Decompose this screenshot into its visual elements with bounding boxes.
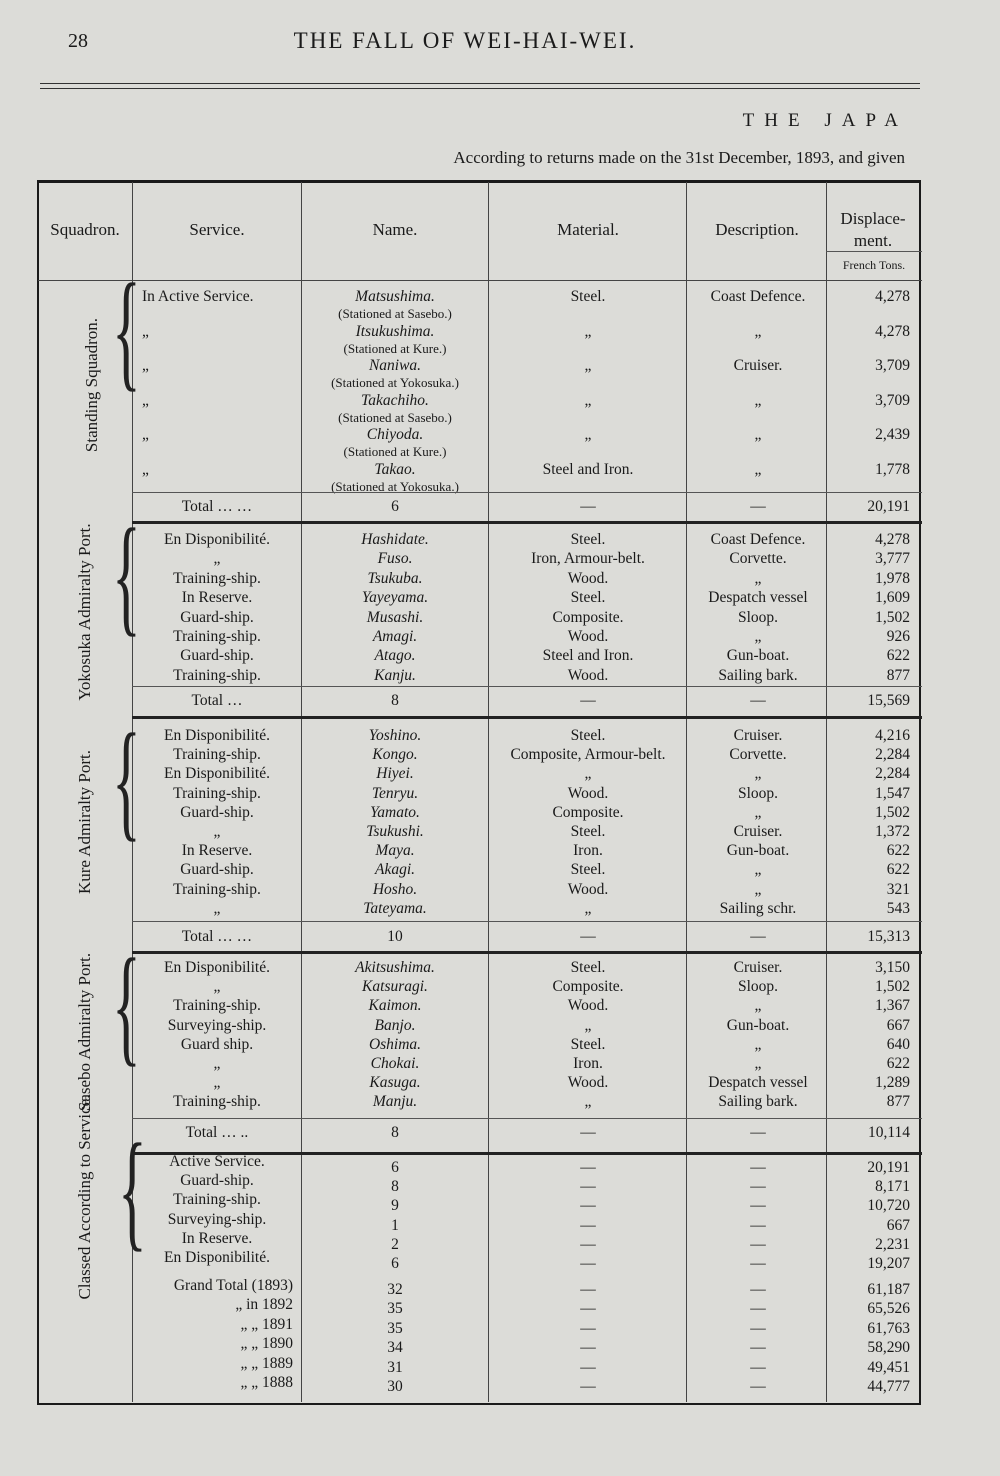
description-cell: Sloop. bbox=[737, 785, 779, 802]
total-count-cell: 8 bbox=[391, 1124, 399, 1141]
service-cell: Training-ship. bbox=[173, 785, 261, 802]
row-rule bbox=[132, 492, 922, 493]
total-material-cell: — bbox=[580, 928, 596, 945]
displacement-cell: 622 bbox=[886, 647, 910, 664]
ship-name-cell: Maya. bbox=[375, 842, 415, 859]
displacement-cell: 20,191 bbox=[867, 1159, 910, 1176]
material-cell: — bbox=[580, 1159, 596, 1176]
displacement-cell: 1,502 bbox=[875, 978, 910, 995]
description-cell: Sloop. bbox=[737, 609, 779, 626]
brace-icon: { bbox=[118, 1117, 147, 1263]
service-cell: In Reserve. bbox=[181, 1230, 253, 1247]
description-cell: — bbox=[750, 1236, 766, 1253]
material-cell: Iron, Armour-belt. bbox=[531, 550, 645, 567]
ship-name-cell: Hashidate. bbox=[361, 531, 429, 548]
description-cell: — bbox=[750, 1217, 766, 1234]
description-cell: Cruiser. bbox=[733, 727, 783, 744]
displacement-cell: 667 bbox=[886, 1217, 910, 1234]
count-cell: 34 bbox=[387, 1339, 403, 1356]
description-cell: — bbox=[750, 1159, 766, 1176]
service-cell: Guard-ship. bbox=[180, 647, 254, 664]
service-cell: Training-ship. bbox=[173, 1191, 261, 1208]
description-cell: — bbox=[750, 1339, 766, 1356]
description-cell: Gun-boat. bbox=[726, 842, 790, 859]
ship-name-cell: Atago. bbox=[374, 647, 416, 664]
service-cell: „ bbox=[213, 1074, 221, 1091]
ship-name-cell: Naniwa. bbox=[368, 357, 422, 374]
material-cell: Wood. bbox=[567, 881, 609, 898]
station-cell: (Stationed at Yokosuka.) bbox=[331, 375, 459, 390]
displacement-cell: 8,171 bbox=[875, 1178, 910, 1195]
ship-name-cell: Yamato. bbox=[370, 804, 420, 821]
ship-name-cell: Kongo. bbox=[372, 746, 418, 763]
material-cell: „ bbox=[584, 392, 592, 409]
total-description-cell: — bbox=[750, 498, 766, 515]
description-cell: Cruiser. bbox=[733, 823, 783, 840]
material-cell: „ bbox=[584, 1093, 592, 1110]
material-cell: Steel. bbox=[570, 589, 606, 606]
total-material-cell: — bbox=[580, 692, 596, 709]
material-cell: — bbox=[580, 1359, 596, 1376]
ship-name-cell: Tenryu. bbox=[371, 785, 419, 802]
displacement-cell: 3,150 bbox=[875, 959, 910, 976]
material-cell: — bbox=[580, 1378, 596, 1395]
service-cell: „ bbox=[142, 357, 149, 374]
description-cell: — bbox=[750, 1197, 766, 1214]
description-cell: Despatch vessel bbox=[708, 1074, 808, 1091]
displacement-cell: 4,278 bbox=[875, 323, 910, 340]
description-cell: „ bbox=[754, 804, 762, 821]
displacement-cell: 1,978 bbox=[875, 570, 910, 587]
total-displacement-cell: 15,313 bbox=[867, 928, 910, 945]
service-cell: Training-ship. bbox=[173, 746, 261, 763]
displacement-cell: 4,278 bbox=[875, 531, 910, 548]
displacement-cell: 1,289 bbox=[875, 1074, 910, 1091]
displacement-cell: 1,778 bbox=[875, 461, 910, 478]
displacement-cell: 4,216 bbox=[875, 727, 910, 744]
description-cell: „ bbox=[754, 1055, 762, 1072]
total-label-cell: Total … … bbox=[181, 928, 253, 945]
service-cell: „ „ 1891 bbox=[240, 1316, 293, 1333]
service-cell: Training-ship. bbox=[173, 667, 261, 684]
total-description-cell: — bbox=[750, 1124, 766, 1141]
count-cell: 1 bbox=[391, 1217, 399, 1234]
displacement-cell: 321 bbox=[886, 881, 910, 898]
material-cell: Wood. bbox=[567, 1074, 609, 1091]
description-cell: Sailing bark. bbox=[718, 667, 798, 684]
description-cell: Despatch vessel bbox=[708, 589, 808, 606]
description-cell: „ bbox=[754, 997, 762, 1014]
displacement-cell: 3,777 bbox=[875, 550, 910, 567]
material-cell: Steel. bbox=[570, 1036, 606, 1053]
intro-line: According to returns made on the 31st December, 1893, and given bbox=[453, 148, 905, 167]
description-cell: — bbox=[750, 1255, 766, 1272]
total-count-cell: 10 bbox=[387, 928, 403, 945]
station-cell: (Stationed at Yokosuka.) bbox=[331, 479, 459, 494]
row-rule bbox=[132, 951, 922, 954]
service-cell: Guard-ship. bbox=[180, 1172, 254, 1189]
service-cell: Training-ship. bbox=[173, 881, 261, 898]
squadron-label-classed: Classed According to Service. bbox=[75, 1094, 94, 1300]
ship-name-cell: Kasuga. bbox=[369, 1074, 421, 1091]
row-rule bbox=[132, 716, 922, 719]
material-cell: — bbox=[580, 1255, 596, 1272]
ship-name-cell: Tateyama. bbox=[363, 900, 427, 917]
displacement-cell: 1,502 bbox=[875, 609, 910, 626]
description-cell: „ bbox=[754, 1036, 762, 1053]
material-cell: Wood. bbox=[567, 997, 609, 1014]
service-cell: Surveying-ship. bbox=[167, 1211, 267, 1228]
service-cell: „ bbox=[142, 426, 149, 443]
service-cell: En Disponibilité. bbox=[164, 531, 270, 548]
squadron-label-sasebo: Sasebo Admiralty Port. bbox=[75, 952, 94, 1112]
service-cell: Guard-ship. bbox=[180, 804, 254, 821]
service-cell: „ „ 1890 bbox=[240, 1335, 293, 1352]
header-rule bbox=[40, 83, 920, 84]
displacement-cell: 44,777 bbox=[867, 1378, 910, 1395]
material-cell: Iron. bbox=[573, 1055, 603, 1072]
ship-name-cell: Kaimon. bbox=[368, 997, 422, 1014]
brace-icon: { bbox=[112, 707, 141, 853]
total-displacement-cell: 15,569 bbox=[867, 692, 910, 709]
station-cell: (Stationed at Kure.) bbox=[343, 444, 447, 459]
squadron-label-kure: Kure Admiralty Port. bbox=[75, 750, 94, 895]
description-cell: „ bbox=[754, 426, 762, 443]
description-cell: Cruiser. bbox=[733, 357, 783, 374]
material-cell: „ bbox=[584, 426, 592, 443]
unit-rule bbox=[826, 251, 922, 252]
total-label-cell: Total … .. bbox=[185, 1124, 249, 1141]
total-count-cell: 6 bbox=[391, 498, 399, 515]
header-bottom-rule bbox=[38, 280, 922, 281]
material-cell: Steel. bbox=[570, 288, 606, 305]
material-cell: Composite. bbox=[552, 804, 624, 821]
service-cell: Training-ship. bbox=[173, 570, 261, 587]
description-cell: Corvette. bbox=[729, 550, 787, 567]
material-cell: Wood. bbox=[567, 667, 609, 684]
count-cell: 9 bbox=[391, 1197, 399, 1214]
ship-name-cell: Tsukushi. bbox=[366, 823, 424, 840]
displacement-cell: 2,284 bbox=[875, 746, 910, 763]
ship-name-cell: Chiyoda. bbox=[366, 426, 424, 443]
service-cell: Guard ship. bbox=[180, 1036, 254, 1053]
service-cell: Active Service. bbox=[169, 1153, 265, 1170]
ship-name-cell: Akagi. bbox=[374, 861, 416, 878]
description-cell: Cruiser. bbox=[733, 959, 783, 976]
displacement-cell: 4,278 bbox=[875, 288, 910, 305]
material-cell: „ bbox=[584, 357, 592, 374]
header-displacement: Displace-ment. bbox=[840, 209, 906, 250]
displacement-cell: 2,284 bbox=[875, 765, 910, 782]
ship-name-cell: Itsukushima. bbox=[355, 323, 435, 340]
displacement-cell: 1,502 bbox=[875, 804, 910, 821]
total-description-cell: — bbox=[750, 692, 766, 709]
material-cell: Composite, Armour-belt. bbox=[510, 746, 666, 763]
material-cell: „ bbox=[584, 765, 592, 782]
total-material-cell: — bbox=[580, 498, 596, 515]
service-cell: „ bbox=[213, 550, 221, 567]
material-cell: „ bbox=[584, 900, 592, 917]
material-cell: — bbox=[580, 1178, 596, 1195]
description-cell: „ bbox=[754, 628, 762, 645]
displacement-cell: 622 bbox=[886, 861, 910, 878]
count-cell: 35 bbox=[387, 1300, 403, 1317]
header-description: Description. bbox=[715, 220, 799, 239]
description-cell: Sailing schr. bbox=[719, 900, 797, 917]
service-cell: Training-ship. bbox=[173, 628, 261, 645]
description-cell: „ bbox=[754, 392, 762, 409]
running-title: THE FALL OF WEI-HAI-WEI. bbox=[293, 28, 637, 53]
displacement-cell: 2,439 bbox=[875, 426, 910, 443]
description-cell: Gun-boat. bbox=[726, 647, 790, 664]
description-cell: „ bbox=[754, 323, 762, 340]
header-material: Material. bbox=[557, 220, 619, 239]
ship-name-cell: Amagi. bbox=[372, 628, 418, 645]
service-cell: In Active Service. bbox=[142, 288, 254, 305]
description-cell: „ bbox=[754, 570, 762, 587]
displacement-cell: 1,367 bbox=[875, 997, 910, 1014]
total-description-cell: — bbox=[750, 928, 766, 945]
material-cell: „ bbox=[584, 1017, 592, 1034]
total-label-cell: Total … … bbox=[181, 498, 253, 515]
brace-icon: { bbox=[112, 257, 141, 403]
description-cell: Corvette. bbox=[729, 746, 787, 763]
description-cell: Coast Defence. bbox=[710, 531, 806, 548]
displacement-cell: 3,709 bbox=[875, 392, 910, 409]
displacement-cell: 1,547 bbox=[875, 785, 910, 802]
column-divider bbox=[488, 182, 489, 1402]
ship-name-cell: Yoshino. bbox=[368, 727, 422, 744]
service-cell: „ bbox=[142, 461, 149, 478]
total-displacement-cell: 10,114 bbox=[867, 1124, 910, 1141]
total-material-cell: — bbox=[580, 1124, 596, 1141]
material-cell: Steel and Iron. bbox=[542, 461, 634, 478]
material-cell: Steel. bbox=[570, 959, 606, 976]
page-number: 28 bbox=[68, 30, 88, 52]
count-cell: 30 bbox=[387, 1378, 403, 1395]
displacement-cell: 622 bbox=[886, 1055, 910, 1072]
description-cell: „ bbox=[754, 881, 762, 898]
service-cell: „ bbox=[213, 1055, 221, 1072]
service-cell: Grand Total (1893) bbox=[173, 1277, 293, 1294]
description-cell: — bbox=[750, 1378, 766, 1395]
description-cell: Coast Defence. bbox=[710, 288, 806, 305]
squadron-label-standing: Standing Squadron. bbox=[82, 317, 101, 453]
displacement-cell: 2,231 bbox=[875, 1236, 910, 1253]
ship-name-cell: Akitsushima. bbox=[355, 959, 435, 976]
displacement-cell: 543 bbox=[886, 900, 910, 917]
service-cell: Training-ship. bbox=[173, 1093, 261, 1110]
total-label-cell: Total … bbox=[191, 692, 243, 709]
displacement-cell: 1,372 bbox=[875, 823, 910, 840]
displacement-cell: 1,609 bbox=[875, 589, 910, 606]
description-cell: — bbox=[750, 1320, 766, 1337]
displacement-cell: 667 bbox=[886, 1017, 910, 1034]
header-name: Name. bbox=[372, 220, 418, 239]
station-cell: (Stationed at Kure.) bbox=[343, 341, 447, 356]
material-cell: — bbox=[580, 1217, 596, 1234]
ship-name-cell: Banjo. bbox=[374, 1017, 416, 1034]
displacement-cell: 10,720 bbox=[867, 1197, 910, 1214]
material-cell: — bbox=[580, 1320, 596, 1337]
description-cell: — bbox=[750, 1300, 766, 1317]
station-cell: (Stationed at Sasebo.) bbox=[338, 306, 452, 321]
ship-name-cell: Hosho. bbox=[372, 881, 418, 898]
displacement-cell: 877 bbox=[886, 1093, 910, 1110]
displacement-cell: 19,207 bbox=[867, 1255, 910, 1272]
ship-name-cell: Katsuragi. bbox=[362, 978, 428, 995]
ship-name-cell: Fuso. bbox=[377, 550, 413, 567]
service-cell: In Reserve. bbox=[181, 842, 253, 859]
material-cell: „ bbox=[584, 323, 592, 340]
header-service: Service. bbox=[189, 220, 245, 239]
material-cell: — bbox=[580, 1281, 596, 1298]
column-divider bbox=[686, 182, 687, 1402]
description-cell: Sailing bark. bbox=[718, 1093, 798, 1110]
material-cell: — bbox=[580, 1300, 596, 1317]
displacement-cell: 49,451 bbox=[867, 1359, 910, 1376]
count-cell: 32 bbox=[387, 1281, 403, 1298]
brace-icon: { bbox=[112, 932, 141, 1078]
description-cell: — bbox=[750, 1178, 766, 1195]
ship-name-cell: Hiyei. bbox=[376, 765, 414, 782]
material-cell: Steel. bbox=[570, 531, 606, 548]
displacement-cell: 65,526 bbox=[867, 1300, 910, 1317]
ship-name-cell: Takao. bbox=[374, 461, 416, 478]
service-cell: „ bbox=[213, 823, 221, 840]
material-cell: Iron. bbox=[573, 842, 603, 859]
service-cell: „ bbox=[213, 978, 221, 995]
ship-name-cell: Oshima. bbox=[368, 1036, 422, 1053]
row-rule bbox=[132, 521, 922, 524]
displacement-cell: 58,290 bbox=[867, 1339, 910, 1356]
count-cell: 31 bbox=[387, 1359, 403, 1376]
material-cell: Composite. bbox=[552, 609, 624, 626]
service-cell: „ bbox=[142, 392, 149, 409]
displacement-cell: 3,709 bbox=[875, 357, 910, 374]
section-title: THE JAPA bbox=[742, 110, 908, 131]
count-cell: 8 bbox=[391, 1178, 399, 1195]
service-cell: „ „ 1888 bbox=[240, 1374, 293, 1391]
material-cell: Wood. bbox=[567, 785, 609, 802]
description-cell: — bbox=[750, 1359, 766, 1376]
service-cell: „ bbox=[142, 323, 149, 340]
material-cell: — bbox=[580, 1197, 596, 1214]
service-cell: In Reserve. bbox=[181, 589, 253, 606]
count-cell: 2 bbox=[391, 1236, 399, 1253]
displacement-cell: 622 bbox=[886, 842, 910, 859]
material-cell: Steel. bbox=[570, 727, 606, 744]
material-cell: Steel. bbox=[570, 823, 606, 840]
count-cell: 6 bbox=[391, 1255, 399, 1272]
service-cell: Surveying-ship. bbox=[167, 1017, 267, 1034]
service-cell: „ „ 1889 bbox=[240, 1355, 293, 1372]
brace-icon: { bbox=[112, 502, 141, 648]
material-cell: Composite. bbox=[552, 978, 624, 995]
header-unit: French Tons. bbox=[842, 258, 906, 272]
row-rule bbox=[132, 1118, 922, 1119]
displacement-cell: 61,187 bbox=[867, 1281, 910, 1298]
row-rule bbox=[132, 921, 922, 922]
service-cell: En Disponibilité. bbox=[164, 727, 270, 744]
displacement-cell: 640 bbox=[886, 1036, 910, 1053]
material-cell: Steel and Iron. bbox=[542, 647, 634, 664]
service-cell: „ in 1892 bbox=[235, 1296, 293, 1313]
description-cell: „ bbox=[754, 765, 762, 782]
total-count-cell: 8 bbox=[391, 692, 399, 709]
ship-name-cell: Tsukuba. bbox=[367, 570, 423, 587]
description-cell: — bbox=[750, 1281, 766, 1298]
displacement-cell: 61,763 bbox=[867, 1320, 910, 1337]
row-rule bbox=[132, 686, 922, 687]
service-cell: Guard-ship. bbox=[180, 609, 254, 626]
displacement-cell: 877 bbox=[886, 667, 910, 684]
ship-name-cell: Yayeyama. bbox=[361, 589, 429, 606]
material-cell: — bbox=[580, 1236, 596, 1253]
count-cell: 35 bbox=[387, 1320, 403, 1337]
ship-name-cell: Matsushima. bbox=[355, 288, 435, 305]
material-cell: Steel. bbox=[570, 861, 606, 878]
material-cell: Wood. bbox=[567, 570, 609, 587]
station-cell: (Stationed at Sasebo.) bbox=[338, 410, 452, 425]
total-displacement-cell: 20,191 bbox=[867, 498, 910, 515]
material-cell: — bbox=[580, 1339, 596, 1356]
material-cell: Wood. bbox=[567, 628, 609, 645]
ship-name-cell: Musashi. bbox=[366, 609, 424, 626]
ship-name-cell: Manju. bbox=[372, 1093, 418, 1110]
description-cell: Gun-boat. bbox=[726, 1017, 790, 1034]
description-cell: „ bbox=[754, 461, 762, 478]
service-cell: En Disponibilité. bbox=[164, 959, 270, 976]
description-cell: „ bbox=[754, 861, 762, 878]
header-rule-2 bbox=[40, 88, 920, 89]
service-cell: En Disponibilité. bbox=[164, 765, 270, 782]
service-cell: En Disponibilité. bbox=[164, 1249, 270, 1266]
service-cell: Training-ship. bbox=[173, 997, 261, 1014]
header-squadron: Squadron. bbox=[50, 220, 120, 239]
description-cell: Sloop. bbox=[737, 978, 779, 995]
ship-name-cell: Takachiho. bbox=[361, 392, 429, 409]
service-cell: „ bbox=[213, 900, 221, 917]
ship-name-cell: Kanju. bbox=[374, 667, 416, 684]
service-cell: Guard-ship. bbox=[180, 861, 254, 878]
squadron-label-yokosuka: Yokosuka Admiralty Port. bbox=[75, 523, 94, 701]
count-cell: 6 bbox=[391, 1159, 399, 1176]
ship-name-cell: Chokai. bbox=[370, 1055, 420, 1072]
displacement-cell: 926 bbox=[886, 628, 910, 645]
